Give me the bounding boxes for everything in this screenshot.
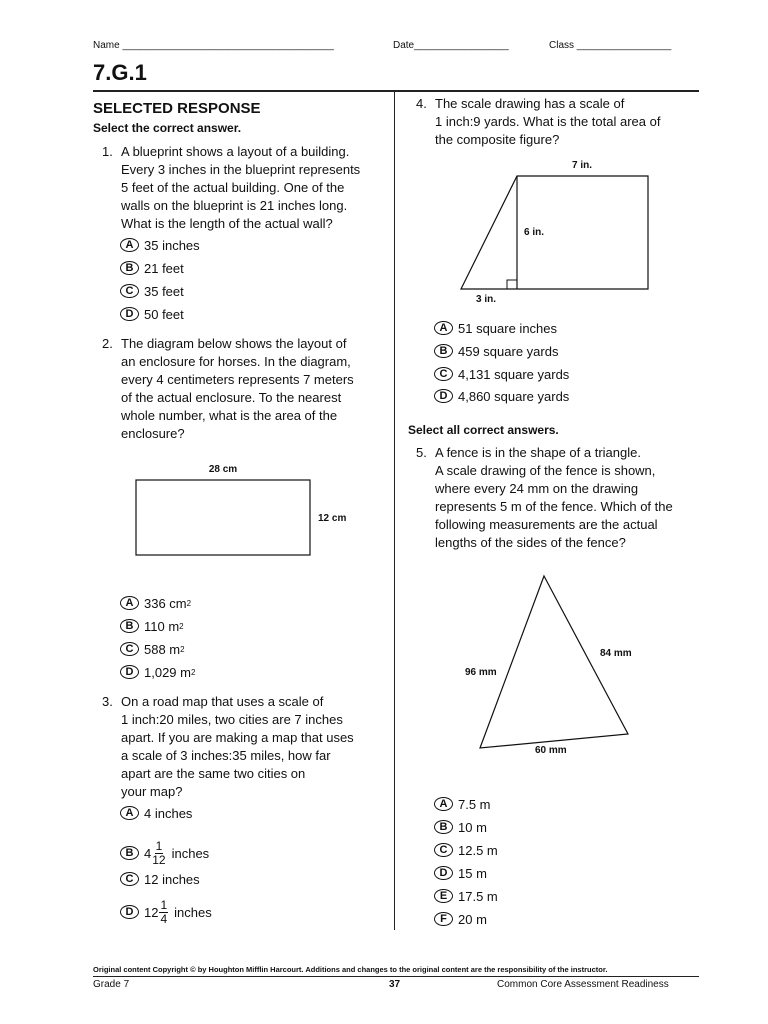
section-title: SELECTED RESPONSE [93, 100, 261, 117]
question-number: 3. [102, 694, 113, 709]
grade-label: Grade 7 [93, 979, 130, 990]
q3-option-a[interactable]: A 4 inches [120, 804, 192, 822]
question-2: 2. The diagram below shows the layout of an enclosure for horses. In the diagram, every 4 centimeters represents 7 meters of the actual enclosure. To the nearest whole number, what is the area of the enclosure? [102, 336, 354, 441]
q3-option-c[interactable]: C 12 inches [120, 870, 200, 888]
enclosure-rectangle-diagram [130, 458, 370, 563]
right-side-label: 84 mm [600, 648, 632, 659]
q5-option-e[interactable]: E 17.5 m [434, 887, 498, 905]
q4-option-a[interactable]: A 51 square inches [434, 319, 557, 337]
q2-option-a[interactable]: A 336 cm 2 [120, 594, 191, 612]
top-label: 7 in. [571, 160, 593, 171]
triangle-fence-diagram [455, 565, 665, 765]
question-number: 2. [102, 336, 113, 351]
question-5: 5. A fence is in the shape of a triangle. A scale drawing of the fence is shown, where every 24 mm on the drawing represents 5 m of the fence. Which of the following measurements are the actual lengths of the sides of the fence? [416, 445, 673, 550]
q5-option-a[interactable]: A 7.5 m [434, 795, 491, 813]
q1-option-d[interactable]: D 50 feet [120, 305, 184, 323]
series-title: Common Core Assessment Readiness [497, 979, 669, 990]
left-side-label: 96 mm [465, 667, 497, 678]
right-angle-marker [507, 280, 517, 289]
option-letter-b[interactable]: B [434, 344, 453, 358]
q3-option-d[interactable]: D 12 $\frac{1}{4}$ inches [120, 897, 212, 927]
enclosure-rectangle [136, 480, 310, 555]
q2-option-c[interactable]: C 588 m 2 [120, 640, 185, 658]
composite-figure [461, 176, 648, 289]
width-label: 28 cm [208, 464, 238, 475]
fraction: $\frac{1}{4}$ [160, 897, 168, 926]
q1-option-b[interactable]: B 21 feet [120, 259, 184, 277]
name-field: Name ______________________________________ [93, 40, 334, 51]
page-number: 37 [389, 979, 401, 990]
question-3: 3. On a road map that uses a scale of 1 inch:20 miles, two cities are 7 inches apart. If you are making a map that uses a scale of 3 inches:35 miles, how far apart are the same two cities on your map? [102, 694, 354, 799]
option-letter-a[interactable]: A [120, 806, 139, 820]
option-letter-a[interactable]: A [434, 797, 453, 811]
q4-option-c[interactable]: C 4,131 square yards [434, 365, 569, 383]
option-letter-b[interactable]: B [120, 846, 139, 860]
instruction-multi: Select all correct answers. [408, 423, 559, 437]
q5-option-b[interactable]: B 10 m [434, 818, 487, 836]
question-number: 1. [102, 144, 113, 159]
question-4: 4. The scale drawing has a scale of 1 inch:9 yards. What is the total area of the composite figure? [416, 96, 661, 147]
option-letter-d[interactable]: D [434, 866, 453, 880]
option-letter-a[interactable]: A [120, 596, 139, 610]
bottom-side-label: 60 mm [535, 745, 567, 756]
option-letter-a[interactable]: A [120, 238, 139, 252]
option-letter-d[interactable]: D [120, 307, 139, 321]
fraction: $\frac{1}{12}$ [152, 838, 166, 867]
option-letter-d[interactable]: D [434, 389, 453, 403]
option-letter-b[interactable]: B [434, 820, 453, 834]
q2-option-b[interactable]: B 110 m 2 [120, 617, 184, 635]
option-letter-d[interactable]: D [120, 665, 139, 679]
standard-code: 7.G.1 [93, 60, 147, 85]
option-letter-c[interactable]: C [434, 367, 453, 381]
class-field: Class _________________ [549, 40, 672, 51]
q5-option-d[interactable]: D 15 m [434, 864, 487, 882]
title-rule [93, 90, 699, 92]
option-letter-b[interactable]: B [120, 619, 139, 633]
height-label: 12 cm [318, 513, 347, 524]
footer-rule [93, 976, 699, 977]
q5-option-c[interactable]: C 12.5 m [434, 841, 498, 859]
height-label: 6 in. [524, 227, 545, 238]
option-letter-c[interactable]: C [434, 843, 453, 857]
base-label: 3 in. [476, 294, 497, 305]
instruction-single: Select the correct answer. [93, 121, 242, 135]
question-1: 1. A blueprint shows a layout of a building. Every 3 inches in the blueprint represents 5 feet of the actual building. One of the walls on the blueprint is 21 inches long. What is the length of the actual wall? [102, 144, 361, 231]
fence-triangle [480, 576, 628, 748]
q4-option-b[interactable]: B 459 square yards [434, 342, 558, 360]
column-divider [394, 92, 395, 930]
q4-option-d[interactable]: D 4,860 square yards [434, 387, 569, 405]
option-letter-b[interactable]: B [120, 261, 139, 275]
option-letter-d[interactable]: D [120, 905, 139, 919]
composite-figure-diagram [455, 155, 660, 310]
q5-option-f[interactable]: F 20 m [434, 910, 487, 928]
q2-option-d[interactable]: D 1,029 m 2 [120, 663, 195, 681]
question-number: 4. [416, 96, 427, 111]
question-number: 5. [416, 445, 427, 460]
option-letter-e[interactable]: E [434, 889, 453, 903]
option-letter-c[interactable]: C [120, 642, 139, 656]
q3-option-b[interactable]: B 4 $\frac{1}{12}$ inches [120, 838, 209, 868]
option-letter-c[interactable]: C [120, 872, 139, 886]
q1-option-c[interactable]: C 35 feet [120, 282, 184, 300]
option-letter-c[interactable]: C [120, 284, 139, 298]
q1-option-a[interactable]: A 35 inches [120, 236, 200, 254]
date-field: Date_________________ [393, 40, 509, 51]
option-letter-f[interactable]: F [434, 912, 453, 926]
copyright-notice: Original content Copyright © by Houghton Mifflin Harcourt. Additions and changes to the original content are the responsibility of the instructor. [93, 965, 608, 974]
option-letter-a[interactable]: A [434, 321, 453, 335]
